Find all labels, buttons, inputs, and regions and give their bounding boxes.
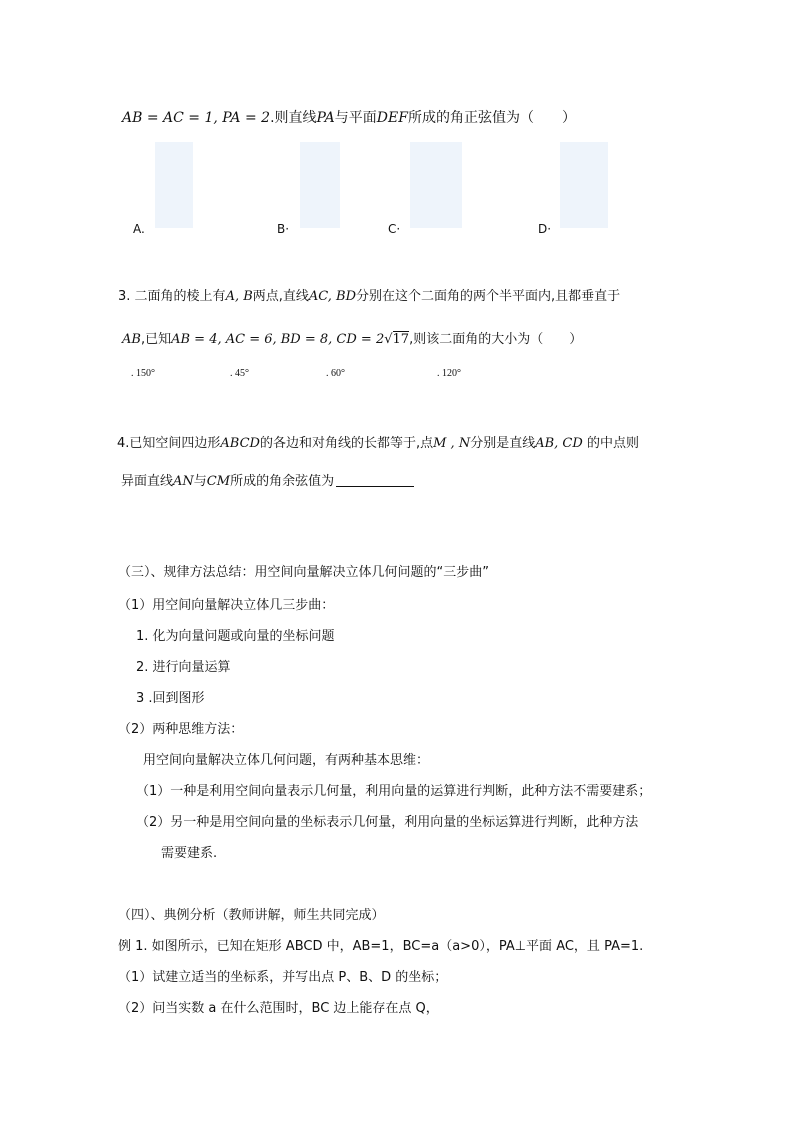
q4-text-g: 所成的角余弦值为 (230, 474, 335, 489)
option-b-image (300, 142, 340, 228)
q2-line-pa: PA (316, 110, 335, 126)
q3-text-d: ,已知 (140, 332, 172, 347)
q3-text-a: 二面角的棱上有 (134, 289, 226, 304)
q3-number: 3. (118, 289, 131, 304)
q4-line-cm: CM (206, 474, 231, 489)
q4-text-b: 的各边和对角线的长都等于,点 (259, 436, 434, 451)
example1-part1: （1）试建立适当的坐标系，并写出点 P、B、D 的坐标； (118, 970, 448, 985)
option-c-label: C· (388, 222, 401, 236)
section3-point2-intro: 用空间向量解决立体几何问题，有两种基本思维： (143, 753, 430, 768)
q3-option-3: . 60° (326, 368, 345, 379)
section3-method2: （2）另一种是用空间向量的坐标表示几何量，利用向量的坐标运算进行判断，此种方法 (136, 815, 639, 830)
q4-line-an: AN (173, 474, 194, 489)
q2-text-c: 所成的角正弦值为（ ） (407, 110, 576, 126)
section3-step2: 2. 进行向量运算 (136, 660, 231, 675)
sqrt-symbol: √ (384, 332, 393, 347)
q3-text-e: ,则该二面角的大小为（ ） (409, 332, 583, 347)
option-d-label: D· (538, 222, 552, 236)
q2-plane-def: DEF (376, 110, 408, 126)
q3-text-c: 分别在这个二面角的两个半平面内,且都垂直于 (356, 289, 621, 304)
q4-text-f: 与 (193, 474, 207, 489)
q3-lines-acbd: AC, BD (308, 289, 357, 304)
q4-text-a: 4.已知空间四边形 (117, 436, 221, 451)
q2-stem (122, 107, 576, 127)
section3-method2-cont: 需要建系. (161, 846, 218, 861)
section3-method1: （1）一种是利用空间向量表示几何量，利用向量的运算进行判断，此种方法不需要建系； (136, 784, 652, 799)
q2-text-a: .则直线 (270, 110, 317, 126)
q4-points-mn: M , N (433, 436, 471, 451)
section3-point1: （1）用空间向量解决立体几三步曲： (118, 598, 335, 613)
q4-text-c: 分别是直线 (470, 436, 536, 451)
q3-given: AB = 4, AC = 6, BD = 8, CD = 2 (171, 332, 385, 347)
option-a-label: A. (133, 222, 145, 236)
answer-blank (336, 474, 414, 487)
example1-stem: 例 1. 如图所示，已知在矩形 ABCD 中，AB=1，BC=a（a>0），PA⊥平面 AC，且 PA=1. (118, 939, 644, 954)
q4-text-d: 的中点则 (586, 436, 639, 451)
q3-option-4: . 120° (437, 368, 461, 379)
q3-option-1: . 150° (131, 368, 155, 379)
q4-text-e: 异面直线 (121, 474, 174, 489)
section4-title: （四）、典例分析（教师讲解，师生共同完成） (118, 908, 385, 923)
q3-line2 (122, 328, 582, 347)
q4-quad: ABCD (220, 436, 260, 451)
q3-option-2: . 45° (230, 368, 249, 379)
q3-line1 (118, 285, 620, 304)
q2-text-b: 与平面 (334, 110, 377, 126)
option-b-label: B· (277, 222, 290, 236)
section3-point2: （2）两种思维方法： (118, 722, 244, 737)
q3-text-b: 两点,直线 (252, 289, 309, 304)
option-c-image (410, 142, 462, 228)
example1-part2: （2）问当实数 a 在什么范围时，BC 边上能存在点 Q， (118, 1001, 439, 1016)
q3-points-ab: A, B (225, 289, 253, 304)
q3-edge-ab: AB (122, 332, 141, 347)
section3-step1: 1. 化为向量问题或向量的坐标问题 (136, 629, 335, 644)
section3-step3: 3 .回到图形 (136, 691, 205, 706)
option-d-image (560, 142, 608, 228)
q3-radicand: 17 (392, 332, 410, 347)
q4-line2 (121, 470, 414, 489)
q2-given: AB = AC = 1, PA = 2 (122, 110, 271, 126)
q4-lines: AB, CD (535, 436, 583, 451)
section3-title: （三）、规律方法总结：用空间向量解决立体几何问题的“三步曲” (118, 565, 489, 580)
option-a-image (155, 142, 193, 228)
q4-line1 (117, 432, 639, 451)
